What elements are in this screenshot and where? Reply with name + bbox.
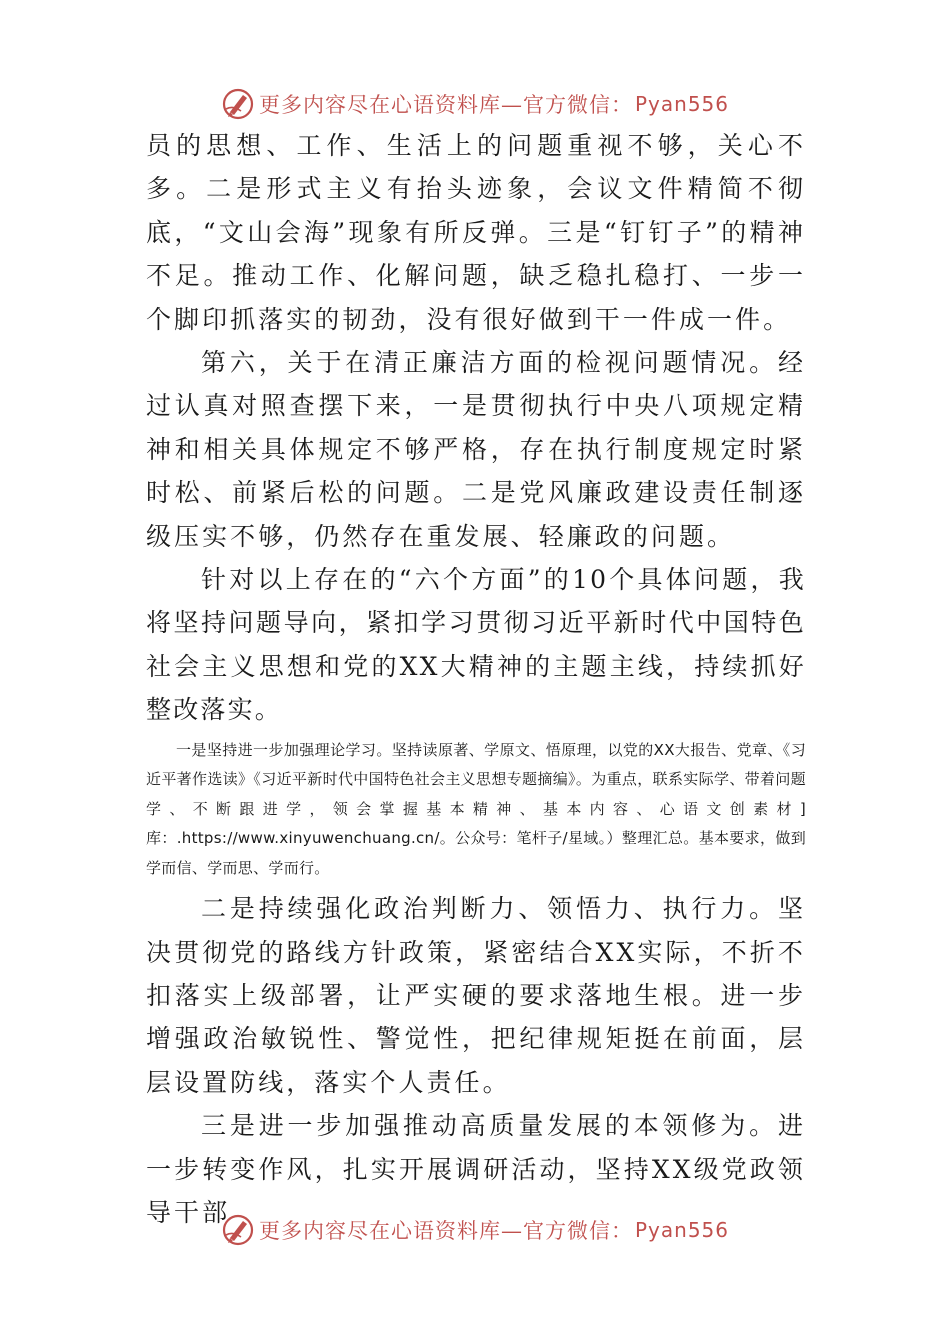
banner-wechat-id: Pyan556 xyxy=(634,1218,729,1242)
header-banner xyxy=(0,84,950,124)
paragraph-1: 员的思想、工作、生活上的问题重视不够，关心不多。二是形式主义有抬头迹象，会议文件精简不彻底，“文山会海”现象有所反弹。三是“钉钉子”的精神不足。推动工作、化解问题，缺乏稳扎稳打、一步一个脚印抓落实的韧劲，没有很好做到干一件成一件。 xyxy=(146,131,806,334)
pen-logo-icon xyxy=(221,1213,255,1247)
footer-banner xyxy=(0,1210,950,1250)
paragraph-6: 三是进一步加强推动高质量发展的本领修为。进一步转变作风，扎实开展调研活动，坚持XX级党政领导干部 xyxy=(146,1111,806,1228)
paragraph-3: 针对以上存在的“六个方面”的10个具体问题，我将坚持问题导向，紧扣学习贯彻习近平新时代中国特色社会主义思想和党的XX大精神的主题主线，持续抓好整改落实。 xyxy=(146,565,806,725)
banner-wechat-id: Pyan556 xyxy=(634,92,729,116)
banner-text: 更多内容尽在心语资料库—官方微信： xyxy=(258,93,633,117)
paragraph-4-small: 一是坚持进一步加强理论学习。坚持读原著、学原文、悟原理，以党的XX大报告、党章、《习近平著作选读》《习近平新时代中国特色社会主义思想专题摘编》。为重点，联系实际学、带着问题学、不断跟进学，领会掌握基本精神、基本内容、心语文创素材]库：.https://www.xinyuwenchuang.cn/。公众号：笔杆子/星域。）整理汇总。基本要求，做到学而信、学而思、学而行。 xyxy=(146,740,806,877)
document-body xyxy=(146,124,806,1234)
paragraph-2: 第六，关于在清正廉洁方面的检视问题情况。经过认真对照查摆下来，一是贯彻执行中央八项规定精神和相关具体规定不够严格，存在执行制度规定时紧时松、前紧后松的问题。二是党风廉政建设责任制逐级压实不够，仍然存在重发展、轻廉政的问题。 xyxy=(146,348,806,551)
pen-logo-icon xyxy=(221,87,255,121)
banner-text: 更多内容尽在心语资料库—官方微信： xyxy=(258,1219,633,1243)
paragraph-5: 二是持续强化政治判断力、领悟力、执行力。坚决贯彻党的路线方针政策，紧密结合XX实际，不折不扣落实上级部署，让严实硬的要求落地生根。进一步增强政治敏锐性、警觉性，把纪律规矩挺在前面，层层设置防线，落实个人责任。 xyxy=(146,894,806,1097)
